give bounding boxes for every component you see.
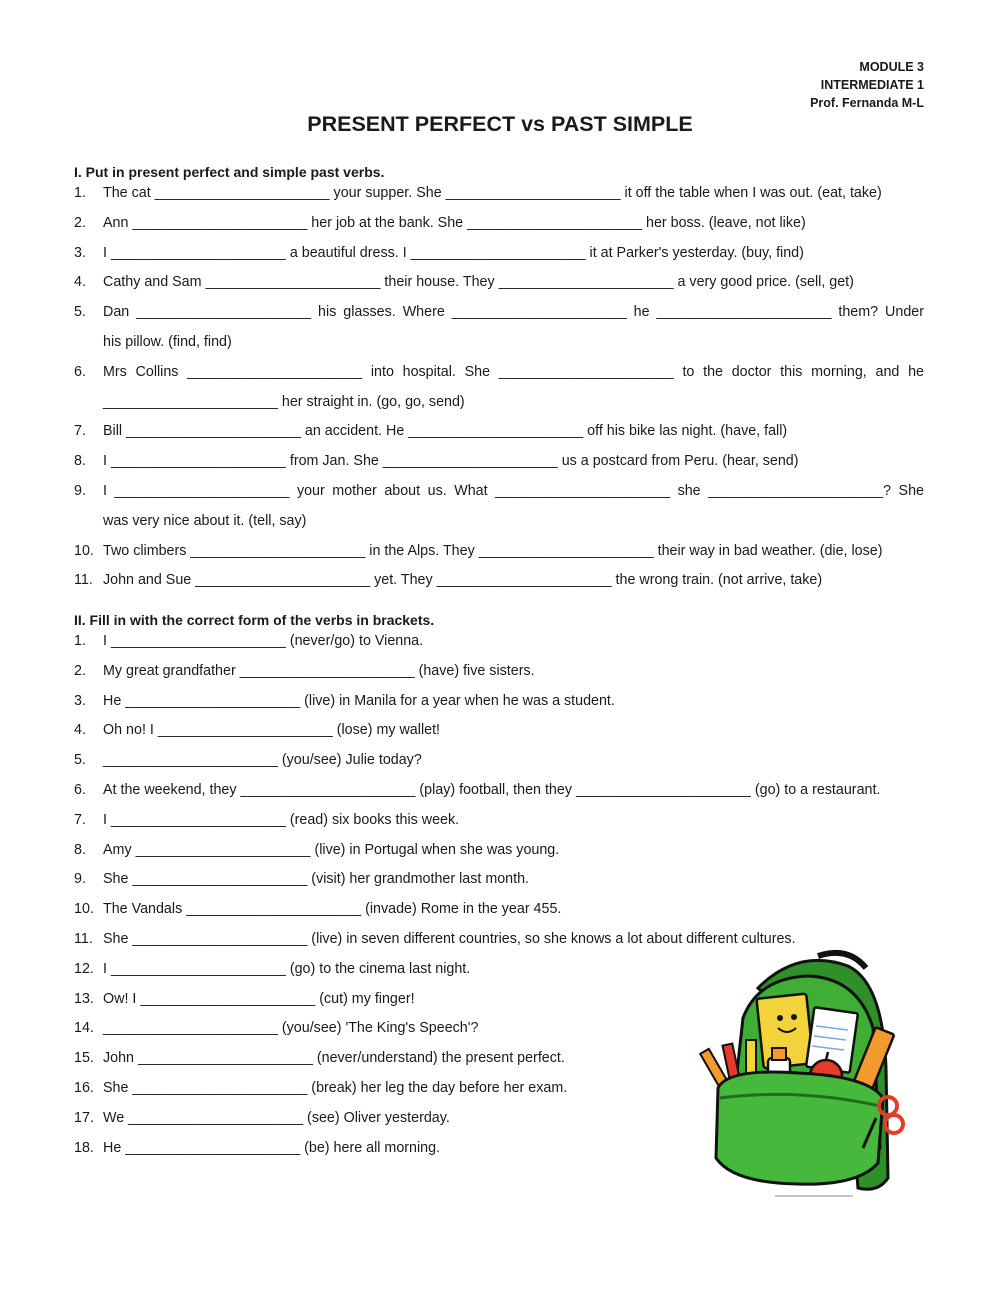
item-text: She ______________________ (visit) her grandmother last month. [103,871,530,888]
item-number [74,388,103,418]
page-title: PRESENT PERFECT vs PAST SIMPLE [307,112,693,136]
section2-line [74,806,924,836]
section2-line [74,657,924,687]
item-number: 8. [74,841,86,858]
item-text: He ______________________ (live) in Manila for a year when he was a student. [103,692,615,709]
section2-line [74,836,924,866]
teacher-label: Prof. Fernanda M-L [810,96,924,110]
section2-line [74,776,924,806]
section1-line [74,477,924,507]
item-number: 16. [74,1079,94,1096]
item-number: 2. [74,662,86,679]
section1-line [74,239,924,269]
item-number: 11. [74,930,93,947]
item-number: 5. [74,752,86,769]
item-text: Ann ______________________ her job at the bank. She ______________________ her boss. (leave, not like) [103,214,806,231]
item-number: 18. [74,1139,94,1156]
item-number: 3. [74,692,86,709]
item-number: 9. [74,482,86,499]
item-text: Oh no! I ______________________ (lose) my wallet! [103,722,441,739]
module-label: MODULE 3 [859,60,924,74]
section1-line [74,268,924,298]
item-text: Two climbers ______________________ in the Alps. They ______________________ their way in bad weather. (die, lose) [103,542,883,559]
item-number: 2. [74,214,86,231]
item-text: She ______________________ (break) her leg the day before her exam. [103,1079,568,1096]
item-text: Mrs Collins ______________________ into hospital. She ______________________ to the doctor this morning, and he [103,363,924,380]
item-text: I ______________________ your mother about us. What ______________________ she ______________________? She [103,482,924,499]
item-text: He ______________________ (be) here all morning. [103,1139,441,1156]
item-text: I ______________________ from Jan. She ______________________ us a postcard from Peru. (hear, send) [103,453,799,470]
item-text: Cathy and Sam ______________________ their house. They ______________________ a very good price. (sell, get) [103,274,854,291]
item-text: My great grandfather ______________________ (have) five sisters. [103,662,535,679]
item-text: his pillow. (find, find) [103,333,232,350]
item-text: Dan ______________________ his glasses. Where ______________________ he ______________________ them? Under [103,304,924,321]
item-text: was very nice about it. (tell, say) [103,512,307,529]
item-text: Ow! I ______________________ (cut) my finger! [103,990,415,1007]
section1-line [74,507,924,537]
item-number: 1. [74,633,86,649]
item-number: 11. [74,572,93,589]
header-meta [810,58,924,112]
section1-heading: I. Put in present perfect and simple past verbs. [74,164,385,180]
item-number: 15. [74,1050,94,1067]
backpack-icon [698,948,912,1198]
item-text: I ______________________ (go) to the cinema last night. [103,960,471,977]
item-text: Bill ______________________ an accident. He ______________________ off his bike las night. (have, fall) [103,423,788,440]
item-number: 4. [74,274,86,291]
section1-line [74,298,924,328]
item-number: 8. [74,453,86,470]
item-number: 6. [74,781,86,798]
item-number: 4. [74,722,86,739]
item-text: At the weekend, they ______________________ (play) football, then they ______________________ (go) to a restaurant. [103,781,881,798]
section1-line [74,537,924,567]
item-number: 5. [74,304,86,321]
item-text: We ______________________ (see) Oliver yesterday. [103,1109,450,1126]
item-text: John and Sue ______________________ yet. They ______________________ the wrong train. (not arrive, take) [103,572,823,589]
item-text: ______________________ (you/see) Julie today? [103,752,422,769]
item-number: 9. [74,871,86,888]
section1-line [74,417,924,447]
item-number: 7. [74,423,86,440]
section2-line [74,865,924,895]
section2-heading: II. Fill in with the correct form of the verbs in brackets. [74,612,435,628]
item-text: I ______________________ (never/go) to Vienna. [103,633,424,649]
section1-line [74,447,924,477]
item-number: 12. [74,960,94,977]
item-number [74,507,103,537]
item-number: 10. [74,542,94,559]
section1-line [74,388,924,418]
section2-line [74,627,924,657]
section1-exercise-list [74,179,924,596]
section2-line [74,746,924,776]
item-number: 1. [74,185,86,201]
item-text: I ______________________ a beautiful dress. I ______________________ it at Parker's yesterday. (buy, find) [103,244,804,261]
item-text: John ______________________ (never/understand) the present perfect. [103,1050,565,1067]
item-number: 13. [74,990,94,1007]
item-text: ______________________ her straight in. (go, go, send) [103,393,465,410]
item-text: I ______________________ (read) six books this week. [103,811,460,828]
section1-line [74,179,924,209]
section1-line [74,566,924,596]
section2-line [74,687,924,717]
item-text: She ______________________ (live) in seven different countries, so she knows a lot about different cultures. [103,930,796,947]
item-text: The cat ______________________ your supper. She ______________________ it off the table when I was out. (eat, take) [103,185,882,201]
section1-line [74,209,924,239]
section2-line [74,895,924,925]
item-number: 3. [74,244,86,261]
item-number: 14. [74,1020,94,1037]
section2-line [74,716,924,746]
item-number: 17. [74,1109,94,1126]
item-number: 6. [74,363,86,380]
item-text: Amy ______________________ (live) in Portugal when she was young. [103,841,560,858]
item-number: 10. [74,901,94,918]
section1-line [74,328,924,358]
section1-line [74,358,924,388]
level-label: INTERMEDIATE 1 [820,78,924,92]
item-number [74,328,103,358]
item-number: 7. [74,811,86,828]
item-text: ______________________ (you/see) 'The King's Speech'? [103,1020,479,1037]
item-text: The Vandals ______________________ (invade) Rome in the year 455. [103,901,562,918]
